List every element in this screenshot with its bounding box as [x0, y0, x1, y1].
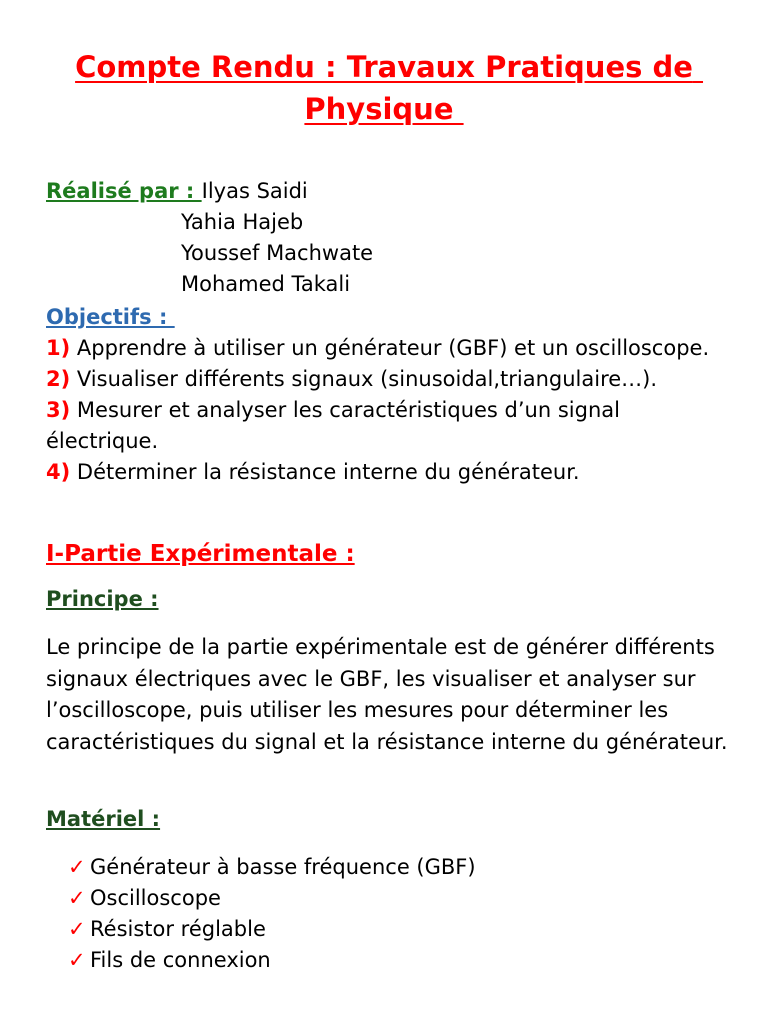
objective-text: Mesurer et analyser les caractéristiques d’un signal électrique.	[46, 398, 620, 453]
author-name: Mohamed Takali	[181, 272, 351, 296]
author-row-first	[46, 176, 373, 207]
materials-list	[68, 852, 476, 976]
objective-item	[46, 395, 722, 457]
authors-block	[46, 176, 373, 300]
list-item: ✓ Fils de connexion	[68, 945, 476, 976]
materials-heading: Matériel :	[46, 807, 161, 831]
objective-item	[46, 333, 722, 364]
objective-number: 4)	[46, 460, 71, 484]
objectives-block	[46, 302, 722, 488]
objective-text: Déterminer la résistance interne du générateur.	[76, 460, 580, 484]
check-icon: ✓	[68, 917, 86, 941]
objective-item	[46, 364, 722, 395]
objectives-label: Objectifs :	[46, 305, 175, 329]
objective-number: 2)	[46, 367, 71, 391]
check-icon: ✓	[68, 855, 86, 879]
author-name: Ilyas Saidi	[201, 179, 308, 203]
authors-label: Réalisé par :	[46, 179, 202, 203]
objective-item	[46, 457, 722, 488]
document-title: Compte Rendu : Travaux Pratiques de Physique	[75, 50, 704, 126]
section-heading: I-Partie Expérimentale :	[46, 541, 355, 567]
check-icon: ✓	[68, 886, 86, 910]
objective-text: Visualiser différents signaux (sinusoidal,triangulaire…).	[76, 367, 658, 391]
check-icon: ✓	[68, 948, 86, 972]
objective-text: Apprendre à utiliser un générateur (GBF) et un oscilloscope.	[76, 336, 710, 360]
objective-number: 3)	[46, 398, 71, 422]
objective-number: 1)	[46, 336, 71, 360]
author-name: Yahia Hajeb	[181, 210, 304, 234]
list-item: ✓ Oscilloscope	[68, 883, 476, 914]
list-item: ✓ Résistor réglable	[68, 914, 476, 945]
principle-paragraph: Le principe de la partie expérimentale est de générer différents signaux électriques avec le GBF, les visualiser et analyser sur l’oscilloscope, puis utiliser les mesures pour déterminer les caractéristiques du signal et la résistance interne du générateur.	[46, 635, 728, 754]
list-item: ✓ Générateur à basse fréquence (GBF)	[68, 852, 476, 883]
author-name: Youssef Machwate	[181, 241, 374, 265]
principle-heading: Principe :	[46, 587, 159, 611]
